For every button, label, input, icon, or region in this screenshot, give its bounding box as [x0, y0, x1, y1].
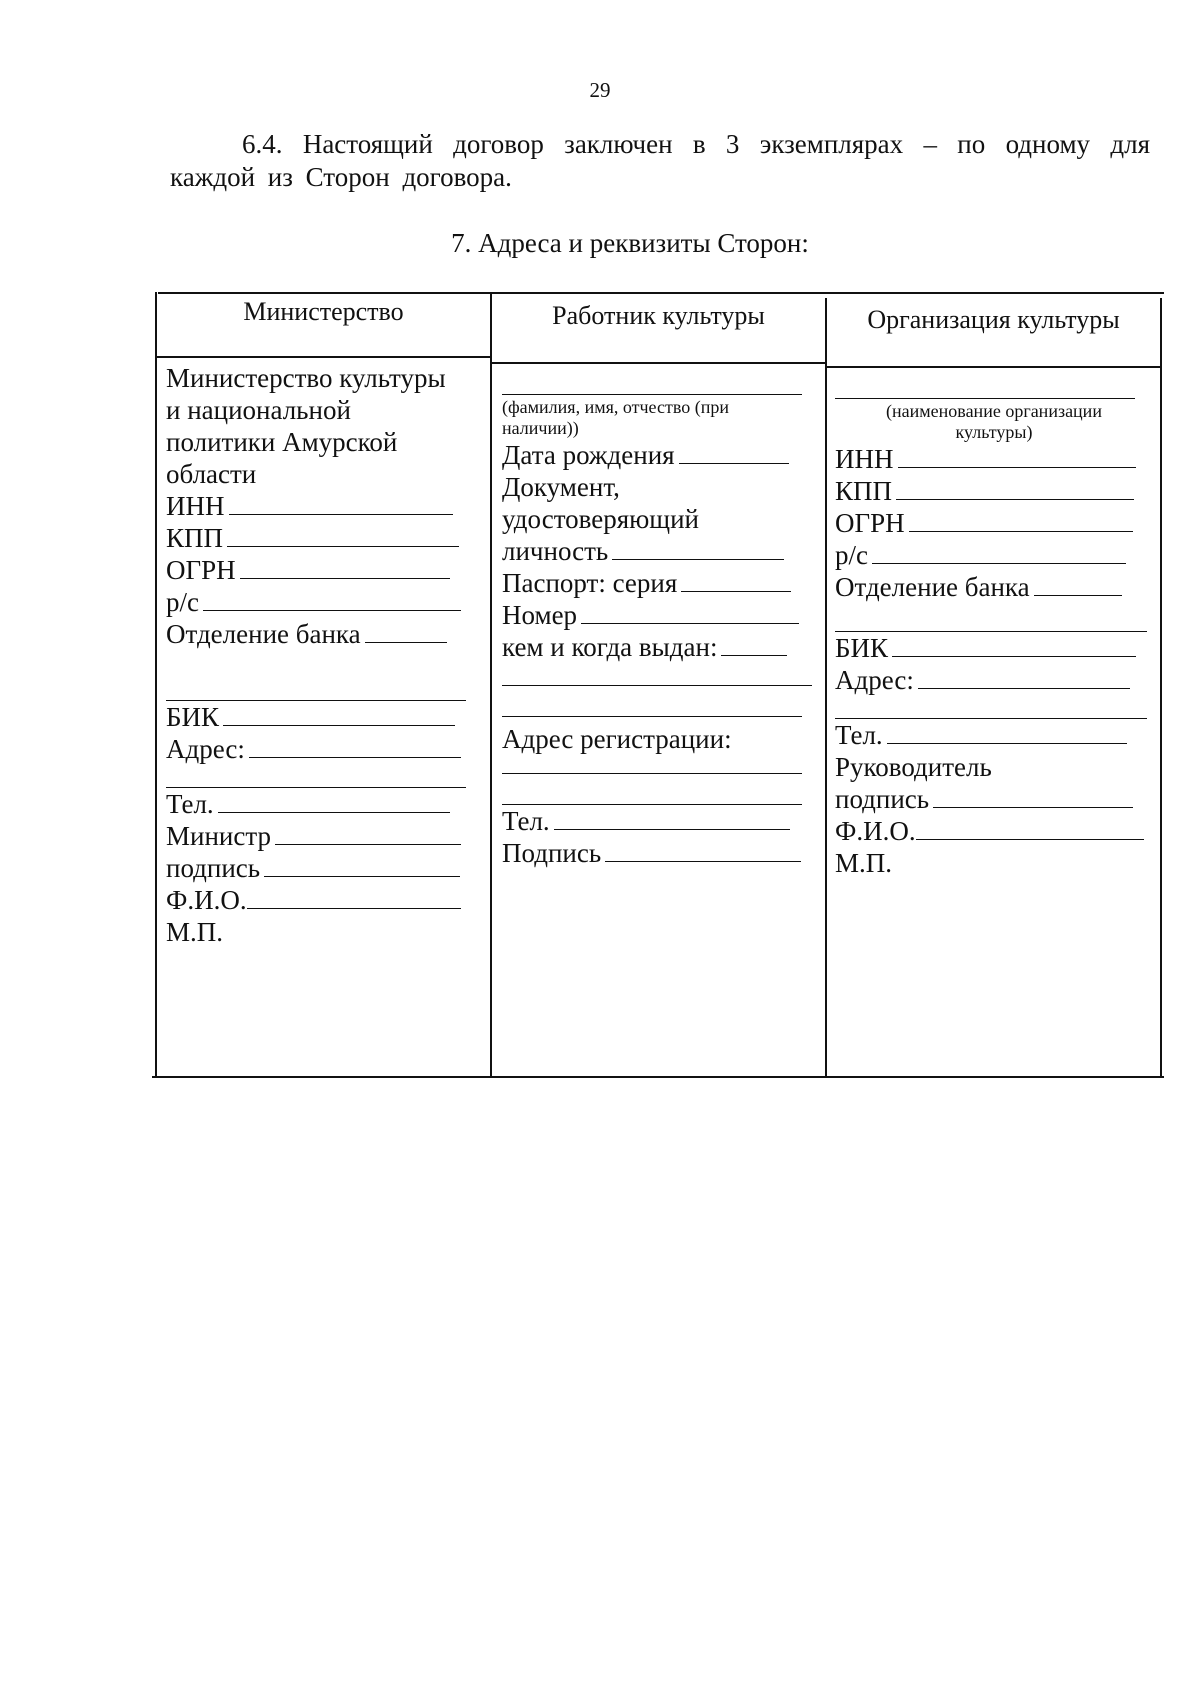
ministry-inn-label: ИНН	[166, 491, 225, 521]
ministry-name-line: Министерство культуры	[166, 363, 446, 393]
organization-bank-field[interactable]	[1034, 575, 1122, 596]
ministry-address-field[interactable]	[249, 737, 461, 758]
organization-ogrn-label: ОГРН	[835, 508, 905, 538]
worker-birth-field[interactable]	[679, 443, 789, 464]
worker-passport-label: Паспорт: серия	[502, 568, 678, 598]
ministry-minister-field[interactable]	[275, 824, 461, 845]
ministry-signature-label: подпись	[166, 853, 261, 883]
organization-phone-field[interactable]	[887, 723, 1127, 744]
worker-fio-field[interactable]	[502, 368, 802, 395]
worker-doc-line: Документ,	[502, 472, 620, 502]
header-organization: Организация культуры	[867, 305, 1120, 334]
ministry-inn-field[interactable]	[229, 494, 453, 515]
worker-number-label: Номер	[502, 600, 578, 630]
ministry-phone-field[interactable]	[218, 792, 450, 813]
worker-reg-address-label: Адрес регистрации:	[502, 724, 732, 754]
organization-rs-label: р/с	[835, 540, 868, 570]
worker-signature-field[interactable]	[605, 841, 801, 862]
worker-issued-extra-field[interactable]	[502, 663, 812, 686]
organization-ogrn-field[interactable]	[909, 511, 1133, 532]
organization-signature-label: подпись	[835, 784, 930, 814]
worker-number-field[interactable]	[581, 603, 799, 624]
ministry-ogrn-field[interactable]	[240, 558, 450, 579]
ministry-column	[166, 362, 472, 948]
worker-issued-extra-field-2[interactable]	[502, 686, 802, 717]
ministry-stamp-label: М.П.	[166, 917, 224, 947]
organization-inn-label: ИНН	[835, 444, 894, 474]
header-worker: Работник культуры	[552, 301, 765, 330]
worker-phone-field[interactable]	[554, 809, 790, 830]
ministry-rs-label: р/с	[166, 587, 199, 617]
organization-address-label: Адрес:	[835, 665, 914, 695]
worker-phone-label: Тел.	[502, 806, 550, 836]
ministry-phone-label: Тел.	[166, 789, 214, 819]
organization-rs-field[interactable]	[872, 543, 1126, 564]
organization-bank-label: Отделение банка	[835, 572, 1030, 602]
ministry-ogrn-label: ОГРН	[166, 555, 236, 585]
ministry-fio-label: Ф.И.О.	[166, 885, 247, 915]
ministry-signature-field[interactable]	[264, 856, 460, 877]
organization-bank-extra-field[interactable]	[835, 603, 1147, 632]
organization-phone-label: Тел.	[835, 720, 883, 750]
organization-address-extra-field[interactable]	[835, 696, 1147, 719]
page-number: 29	[589, 78, 611, 102]
ministry-bik-field[interactable]	[223, 705, 455, 726]
organization-fio-label: Ф.И.О.	[835, 816, 916, 846]
organization-name-hint: (наименование организации культуры)	[886, 401, 1102, 442]
worker-issued-field[interactable]	[721, 635, 787, 656]
ministry-fio-field[interactable]	[247, 888, 461, 909]
organization-bik-field[interactable]	[892, 636, 1136, 657]
ministry-name-line: политики Амурской	[166, 427, 398, 457]
organization-kpp-label: КПП	[835, 476, 893, 506]
worker-identity-label: личность	[502, 536, 609, 566]
clause-6-4: 6.4. Настоящий договор заключен в 3 экземплярах – по одному для каждой из Сторон договора.	[170, 129, 1150, 192]
ministry-bik-label: БИК	[166, 702, 220, 732]
worker-column	[502, 368, 810, 869]
ministry-name-line: и национальной	[166, 395, 351, 425]
ministry-name-line: области	[166, 459, 257, 489]
worker-reg-address-field[interactable]	[502, 755, 802, 774]
worker-birth-label: Дата рождения	[502, 440, 675, 470]
worker-doc-line: удостоверяющий	[502, 504, 699, 534]
worker-reg-address-field-2[interactable]	[502, 774, 802, 805]
organization-column	[835, 372, 1153, 879]
organization-kpp-field[interactable]	[896, 479, 1134, 500]
organization-stamp-label: М.П.	[835, 848, 893, 878]
organization-signature-field[interactable]	[933, 787, 1133, 808]
ministry-address-label: Адрес:	[166, 734, 245, 764]
ministry-bank-label: Отделение банка	[166, 619, 361, 649]
ministry-bank-field[interactable]	[365, 622, 447, 643]
worker-fio-hint: (фамилия, имя, отчество (при наличии))	[502, 397, 729, 438]
worker-identity-field[interactable]	[612, 539, 784, 560]
header-ministry: Министерство	[243, 297, 404, 326]
ministry-minister-label: Министр	[166, 821, 271, 851]
organization-name-field[interactable]	[835, 372, 1135, 399]
organization-bik-label: БИК	[835, 633, 889, 663]
ministry-address-extra-field[interactable]	[166, 765, 466, 788]
ministry-rs-field[interactable]	[203, 590, 461, 611]
ministry-kpp-label: КПП	[166, 523, 224, 553]
organization-address-field[interactable]	[918, 668, 1130, 689]
ministry-kpp-field[interactable]	[227, 526, 459, 547]
organization-head-label: Руководитель	[835, 752, 992, 782]
section-heading: 7. Адреса и реквизиты Сторон:	[451, 228, 809, 258]
worker-signature-label: Подпись	[502, 838, 602, 868]
worker-passport-series-field[interactable]	[681, 571, 791, 592]
organization-inn-field[interactable]	[898, 447, 1136, 468]
ministry-bank-extra-field[interactable]	[166, 684, 466, 701]
organization-fio-field[interactable]	[916, 819, 1144, 840]
worker-issued-label: кем и когда выдан:	[502, 632, 718, 662]
